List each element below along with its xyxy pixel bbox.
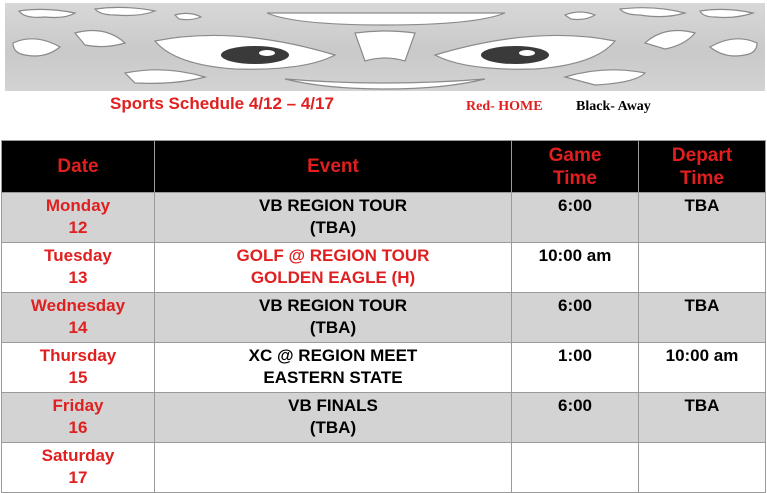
header-banner xyxy=(5,3,765,91)
date-cell xyxy=(2,443,155,493)
depart-time-cell: 10:00 am xyxy=(639,343,766,393)
day-name: Tuesday xyxy=(44,246,112,265)
depart-time-cell xyxy=(639,443,766,493)
event-line1: GOLF @ REGION TOUR xyxy=(236,246,430,265)
column-header-game-time-line1: Game xyxy=(548,144,602,166)
day-name: Saturday xyxy=(41,446,115,465)
date-cell xyxy=(2,193,155,243)
game-time-cell: 1:00 xyxy=(512,343,639,393)
eyes-logo-graphic xyxy=(5,3,765,91)
game-time-cell: 10:00 am xyxy=(512,243,639,293)
game-time-cell xyxy=(512,443,639,493)
event-line2: (TBA) xyxy=(309,218,357,237)
event-line2: (TBA) xyxy=(309,318,357,337)
day-number: 15 xyxy=(68,368,88,387)
legend-away: Black- Away xyxy=(576,99,651,114)
table-row xyxy=(2,243,766,293)
event-line2: GOLDEN EAGLE (H) xyxy=(250,268,416,287)
depart-time-cell: TBA xyxy=(639,193,766,243)
event-cell xyxy=(155,293,512,343)
date-cell xyxy=(2,293,155,343)
event-line1: XC @ REGION MEET xyxy=(248,346,418,365)
schedule-table xyxy=(1,140,766,493)
date-cell xyxy=(2,393,155,443)
depart-time-cell xyxy=(639,243,766,293)
column-header-event xyxy=(155,141,512,193)
day-name: Monday xyxy=(45,196,111,215)
day-name: Wednesday xyxy=(30,296,126,315)
table-row xyxy=(2,193,766,243)
event-cell xyxy=(155,343,512,393)
day-number: 12 xyxy=(68,218,88,237)
event-line2: (TBA) xyxy=(309,418,357,437)
table-row xyxy=(2,343,766,393)
event-line2: EASTERN STATE xyxy=(263,368,403,387)
table-header-row xyxy=(2,141,766,193)
date-cell xyxy=(2,343,155,393)
day-number: 13 xyxy=(68,268,88,287)
column-header-game-time-line2: Time xyxy=(552,167,597,189)
depart-time-cell: TBA xyxy=(639,393,766,443)
depart-time-cell: TBA xyxy=(639,293,766,343)
column-header-depart-time-line2: Time xyxy=(679,167,724,189)
day-number: 17 xyxy=(68,468,88,487)
column-header-depart-time-line1: Depart xyxy=(671,144,733,166)
event-cell xyxy=(155,443,512,493)
day-name: Thursday xyxy=(39,346,117,365)
schedule-title: Sports Schedule 4/12 – 4/17 xyxy=(110,94,334,113)
event-cell xyxy=(155,393,512,443)
day-name: Friday xyxy=(52,396,104,415)
column-header-date-label: Date xyxy=(57,156,99,177)
column-header-game-time xyxy=(512,141,639,193)
day-number: 14 xyxy=(68,318,88,337)
legend-home: Red- HOME xyxy=(466,99,543,114)
event-line1: VB REGION TOUR xyxy=(259,296,407,315)
column-header-date xyxy=(2,141,155,193)
day-number: 16 xyxy=(68,418,88,437)
game-time-cell: 6:00 xyxy=(512,293,639,343)
table-row xyxy=(2,293,766,343)
date-cell xyxy=(2,243,155,293)
column-header-depart-time xyxy=(639,141,766,193)
column-header-event-label: Event xyxy=(307,156,359,177)
table-row xyxy=(2,443,766,493)
event-cell xyxy=(155,193,512,243)
event-cell xyxy=(155,243,512,293)
game-time-cell: 6:00 xyxy=(512,193,639,243)
event-line1: VB FINALS xyxy=(288,396,378,415)
table-row xyxy=(2,393,766,443)
event-line1: VB REGION TOUR xyxy=(259,196,407,215)
game-time-cell: 6:00 xyxy=(512,393,639,443)
